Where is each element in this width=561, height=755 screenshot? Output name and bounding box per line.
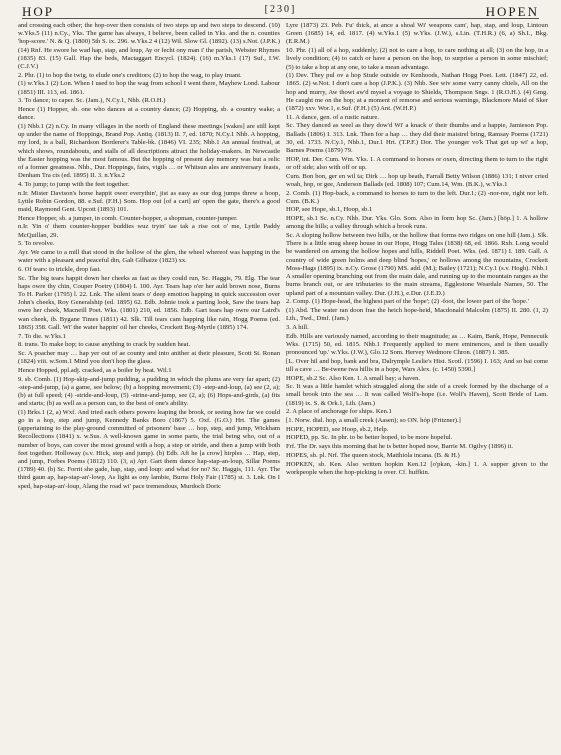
paragraph: 6. Of tears: to trickle, drop fast. — [18, 265, 101, 273]
paragraph: 2. Comb. (1) Hop-back, a command to horses to turn to the left. Dur.1; (2) -nor-ree, right nor left. Cum. (B.K.) — [286, 189, 548, 205]
right-column — [286, 22, 548, 749]
paragraph: Lyre (1873) 23. Peb. Fu' thick, at ance a shoal Wi' weapons cam', hap, stap, and loup, Lintoun Green (1685) 14, ed. 1817. (4) w.Yks.1 (5) w.Yks. (J.W.), s.Lin. (T.H.R.) (6, a) Sh.I., Bkg. (E.R.M.) — [286, 22, 548, 46]
paragraph: (1) w.Yks.1 (2) Lon. When I used to hop the wag from school I went there, Mayhew Lond. Labour (1851) III. 113, ed. 1861. — [18, 80, 280, 96]
paragraph: 11. A dance, gen. of a rustic nature. — [286, 113, 379, 121]
left-column — [18, 22, 280, 749]
header-right-guideword: HOPEN — [485, 4, 539, 19]
paragraph: Sc. A poacher may … hap yer out of ae county and into anither at their pleasure, Scott St. Ronan (1824) viii. w.Som.1 Mind you don't hop the glass. — [18, 349, 280, 366]
paragraph: n.Ir. Mister Davison's horse happit ower everythin', jist as easy as our dog jumps threw a hoop, Lyttle Robin Gordon, 88. e.Suf. (F.H.) Som. Hop out [of a cart] an' open the gate, there's a good maid, Raymond Gent. Upcott (1893) 101. — [18, 189, 280, 213]
paragraph: n.Ir. Yin o' them counter-hopper buddies wuz tryin' tae tak a rise oot o' me, Lyttle Paddy McQuillan, 29. — [18, 223, 280, 239]
paragraph: Cum. Bon bon, ger en wil ta; Dirk … hop up beath, Farrall Betty Wilson (1886) 131; I niver cried woah, hop, or gee, Anderson Ballads (ed. 1808) 107; Cum.14, Wm. (B.K.), w.Yks.1 — [286, 172, 548, 188]
paragraph: (1) Nhb.1 (2) n.Cy. In many villages in the north of England these meetings [wakes] are still kept up under the name of Hoppings, Brand Pop. Antiq. (1813) II. 7, ed. 1870; N.Cy.1 Nhb. A hopping, my lord, is a ball, Richardson Borderer's Table-bk. (1846) VI. 235; Nhb.1 An annual festival, at which shows, roundabouts, and stalls of all descriptions attract the holiday-makers. In Newcastle the Easter hopping was the most famous. But the hopping of present day memory was but a relic of a former greatness. Nhb., Dur. Hoppings, fairs, vigils … or Whitsun ales are anniversary feasts, Denham Tra cts (ed. 1895) II. 3. n.Yks.2 — [18, 122, 280, 180]
paragraph: Frf. The Dr. says this morning that he is better hoped now, Barrie M. Ogilvy (1896) ii. — [286, 443, 514, 451]
paragraph: 8. trans. To make hop; to cause anything to crack by sudden heat. — [18, 341, 191, 349]
paragraph: Hence Hopped, ppl.adj. cracked, as a boiler by heat. Wil.1 — [18, 366, 172, 374]
paragraph: Hence (1) Hopper, sb. one who dances at a country dance; (2) Hopping, sb. a country wake; a dance. — [18, 106, 280, 122]
paragraph: Sc. They danced as weel as they dow'd Wi' a knack o' their thumbs and a happie, Jamieson Pop. Ballads (1806) I. 313. Lnk. Then for a hap … they did their maistrel bring, Ramsay Poems (1721) 30, ed. 1733. N.Cy.1, Nhb.1, Dur.1 Hrt. (T.P.F.) Dor. The younger vo'k That get up wi' a hop, Barnes Poems (1879) 79. — [286, 122, 548, 155]
paragraph: HOPE, HOPED, see Hoop, sb.2, Help. — [286, 425, 389, 433]
header-left-guideword: HOP — [22, 4, 55, 19]
header-rule — [22, 18, 539, 19]
paragraph: 7. To die. w.Yks.1 — [18, 332, 66, 340]
paragraph: Sc. A sloping hollow between two hills, or the hollow that forms two ridges on one hill (Jam.). Slk. There is a little snug sheep house in our Hope, Hogg Tales (1838) 68, ed. 1866. Rxb. Long would be wandered on among the hollow hopes and hills, Riddell Poet. Wks. (ed. 1871) I. 189. Gall. A country of wide green holms and deep blind 'hopes,' or hollows among the mountains, Crockett Moss-Hags (1895) ix. n.Cy. Grose (1790) MS. add. (M.); Bailey (1721); N.Cy.1 (s.v. Hogh). Nhb.1 A smaller opening branching out from the main dale, and running up to the mountain ranges as the burns branch out, or are tributaries to the main streams, Egglestone Weardale Names, 50. The upland part of a mountain valley. Dur. (J.H.), e.Dur. (J.E.D.) — [286, 232, 548, 297]
paragraph: 2. Phr. (1) to hop the twig, to elude one's creditors; (2) to hop the wag, to play truant. — [18, 71, 242, 79]
paragraph: 10. Phr. (1) all of a hop, suddenly; (2) not to care a hop, to care nothing at all; (3) on the hop, in a lively condition; (4) to catch or have a person on the hop, to surprise a person in some mischief; (5) to take a hop at any one, to take a mean advantage. — [286, 47, 548, 71]
paragraph: HOPE, sb.2 Sc. Also Ken. 1. A small bay; a haven. — [286, 374, 421, 382]
paragraph: (1) Brks.1 (2, a) Wxf. And tried each others powers leaping the brook, or seeing how far we could go in a hop, step and jump, Kennedy Banks Boro (1867) 5. Oxf. (G.O.) Hrt. The games (appertaining to the play-ground committed of prisoners' base … hop, step, and jump, Wickham Recollections (1841) x. w.Sus. A well-known game in some parts, the trial being who, out of a number of boys, can cover the most ground with a hop, a step or stride, and then a jump with both feet together. Holloway (s.v. Hick, step and jump). (b) Edb. Aft he [a crow] hirples … Hap, step, and jump, Forbes Poems (1812) 110. (3, a) Ayr. Gart them dance hap-stap-an-loup, Sillar Poems (1789) 40. (b) Sc. Forrit she gade, hap, stap, and loup: and what for no? Sc. Haggis, 111. Ayr. The third gaun ap, hap-stap-an'-lowp, As light as ony lambie, Burns Holy Fair (1785) st. 3. Lnk. On I sped, hap-stap-an'-loup, Alang the road wi' pace tremendous, Murdoch Doric — [18, 408, 280, 490]
page-number: [230] — [264, 4, 297, 15]
paragraph: and crossing each other; the hop-over then consists of two steps up and two steps to descend. (10) w.Yks.5 (11) n.Cy., Yks. The game has always, I believe, been called in Yks. and the n. counties 'hop-score.' N. & Q. (1800) 5th S. ix. 296. w.Yks.2 4 (12) Wil. Slow Gl. (1892). (13) s.Not. (J.P.K.) (14) Rnf. He swore he wad hap, stap, and loup, Ay or fecht ony man i' the parish, Webster Rhymes (1835) 83. (15) Gall. Hap the beds, Mactaggart Encycl. (1824). (16) m.Yks.1 (17) Suf., I.W. (C.J.V.) — [18, 22, 280, 71]
paragraph: [L. Over hil and hop, bank and bra, Dalrymple Leslie's Hist. Scotl. (1596) I. 163; And so bai come till a cave … Be-twene twa hillis in a hope, Wars Alex. (c. 1450) 5390.] — [286, 357, 548, 373]
paragraph: HOPES, sb. pl. Nrf. The queen stock, Matthiola incana. (B. & H.) — [286, 451, 460, 459]
paragraph: HOP, see Hope, sb.1, Hoop, sb.1 — [286, 206, 373, 214]
paragraph: Edb. Hills are variously named, according to their magnitude; as … Kaim, Bank, Hope, Pennecuik Wks. (1715) 50, ed. 1815. Nhb.1 Frequently applied to mere eminences, and is then usually pronounced 'up.' w.Yks. (J.W.), Glo.12 Som. Hervey Wedmore Chron. (1887) I. 385. — [286, 332, 548, 356]
paragraph: 9. sb. Comb. (1) Hop-skip-and-jump pudding, a pudding in which the plums are very far apart; (2) -step-and-jump, (a) a game, see below; (b) a hopping movement; (3) -step-and-loup, (a) see (2, a); (b) at full speed; (4) -stride-and-loup, (5) -strine-and-jump, see (2, a); (6) Hops-and-girds, (a) fits and starts; (b) as well as a person can, to the best of one's ability. — [18, 375, 280, 408]
paragraph: Sc. It was a little hamlet which straggled along the side of a creek formed by the discharge of a small brook into the sea … It was called Wolf's-hope (i.e. Wolf's Haven), Scott Bride of Lam. (1819) ix. S. & Ork.1, Lth. (Jam.) — [286, 383, 548, 407]
paragraph: HOP, int. Der. Cum. Wm. Yks. 1. A command to horses or oxen, directing them to turn to the right or off side; also with off or up. — [286, 155, 548, 171]
paragraph: [1. Norw. dial. hop, a small creek (Aasen); so ON. hóp (Fritzner).] — [286, 417, 461, 425]
paragraph: HOPED, pp. Sc. In phr. to be better hoped, to be more hopeful. — [286, 434, 453, 442]
paragraph: 4. To jump; to jump with the feet together. — [18, 180, 130, 188]
paragraph: HOPE, sb.1 Sc. n.Cy. Nhb. Dur. Yks. Glo. Som. Also in form hop Sc. (Jam.) [hōp.] 1. A hollow among the hills; a valley through which a brook runs. — [286, 215, 548, 231]
paragraph: 3. To dance; to caper. Sc. (Jam.), N.Cy.1, Nhb. (R.O.H.) — [18, 97, 166, 105]
paragraph: (1) Abd. The water ran doon frae the heich hope-heid, Macdonald Malcolm (1875) II. 280. (1, 2) Lth., Twd., Dmf. (Jam.) — [286, 306, 548, 323]
paragraph: (1) Dev. They pul ov a hop Stude outside ov Kenhoods, Nathan Hogg Poet. Lett. (1847) 22, ed. 1865. (2) w.Not. I don't care a hop (J.P.K.). (3) Nhb. See wiv some varry canny chiels, All on the hop and murry, Aw thowt aw'd mysel a voyage to Shields, Thompson Sngs. 1 (R.O.H.). (4) Gmg. He caught me on the hop; at a moment of remorse and serious warnings, Blackmore Maid of Sker (1872) xxv. Wor.1, e.Suf. (F.H.) (5) Ant. (W.H.P.) — [286, 72, 548, 113]
paragraph: HOPKEN, sb. Ken. Also written hopkin Ken.12 [o'pkən, -kin.] 1. A supper given to the workpeople when the hop-picking is over. Cf. huffkin. — [286, 460, 548, 476]
paragraph: 5. To revolve. — [18, 240, 55, 248]
paragraph: Ayr. We came to a mill that stood in the hollow of the glen, the wheel whereof was happing in the water with a pleasant and peaceful din, Galt Gilhaize (1823) xx. — [18, 248, 280, 265]
paragraph: 3. A hill. — [286, 323, 309, 331]
paragraph: 2. Comp. (1) Hope-head, the highest part of the 'hope'; (2) -foot, the lower part of the 'hope.' — [286, 298, 529, 306]
paragraph: 2. A place of anchorage for ships. Ken.1 — [286, 408, 392, 416]
paragraph: Hence Hopper, sb. a jumper, in comb. Counter-hopper, a shopman, counter-jumper. — [18, 214, 238, 222]
paragraph: Sc. The big tears happit down her cheeks as fast as they could run, Sc. Haggis, 79. Elg. The tear haps owre thy chin, Couper Poetry (1804) I. 100. Ayr. Tears hap o'er her auld brown nose, Burns To H. Parker (1795) l. 22. Lnk. The silent tears o' deep emotion happing in quick succession over John's cheeks, Roy Generalship (ed. 1895) 62. Edb. Johnie took a parting look, Saw the tears hap owre her cheek, Macneill Poet. Wks. (1801) 210, ed. 1856. Edb. Gart tears hap owre our Laird's wan cheek, ib. Bygane Times (1811) 42. Slk. Till tears cam happing like rain, Hogg Poems (ed. 1865) 358. Gall. Wi' the water happin' oil her cheeks, Crockett Bog-Myrtle (1895) 174. — [18, 274, 280, 331]
